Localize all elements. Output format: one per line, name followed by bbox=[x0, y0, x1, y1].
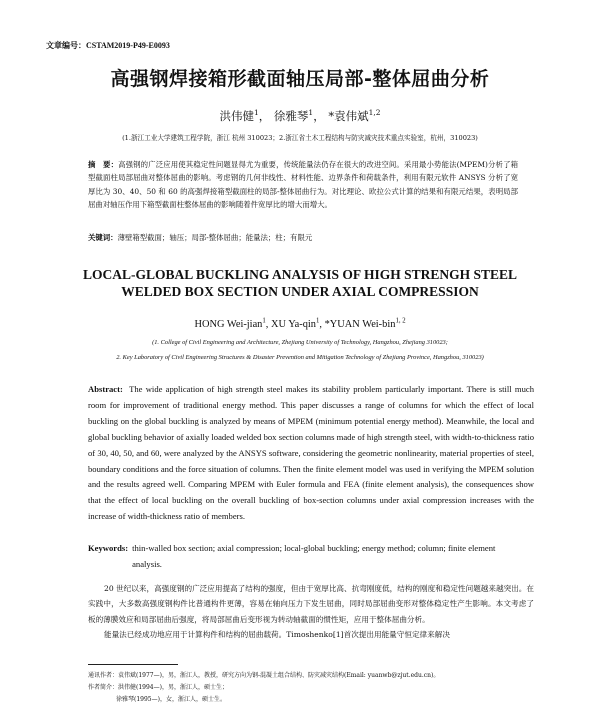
footnote-divider bbox=[88, 664, 178, 665]
english-affiliation: 2. Key Laboratory of Civil Engineering Structures & Disaster Prevention and Mitigation Technology of Zhejiang Province, Hangzhou, 310023) bbox=[116, 354, 484, 361]
footnote-line: 徐雅琴(1995—)，女，浙江人，硕士生。 bbox=[116, 696, 226, 703]
english-keywords-text: thin-walled box section; axial compression; local-global buckling; energy method; column; finite element analysis. bbox=[132, 543, 496, 569]
body-text bbox=[88, 581, 534, 643]
chinese-keywords bbox=[88, 232, 518, 243]
body-paragraph: 能量法已经成功地应用于计算构件和结构的屈曲载荷。Timoshenko[1]首次提出用能量守恒定律来解决 bbox=[104, 630, 450, 640]
article-number: 文章编号：CSTAM2019-P49-E0093 bbox=[46, 41, 170, 50]
author-name: *袁伟斌 bbox=[328, 109, 369, 123]
footnotes bbox=[88, 670, 534, 706]
footnote-line: 作者简介：洪伟健(1994—)，男，浙江人，硕士生； bbox=[88, 684, 228, 691]
body-paragraph: 20 世纪以来，高强度钢的广泛应用提高了结构的强度，但由于宽厚比高、抗弯刚度低，结构的刚度和稳定性问题越来越突出。在实践中，大多数高强度钢构件比普通构件更薄，容易在轴向压力下发生屈曲，同时局部屈曲变形对整体稳定性产生影响。本文考虑了板的薄膜效应和局部屈曲后强度，将局部屈曲后变形视为转动轴截面的惯性矩，应用于整体屈曲分析。 bbox=[88, 584, 534, 624]
english-authors: HONG Wei-jian$^1$, XU Ya-qin$^1$, *YUAN Wei-bin$^{1, 2}$ bbox=[194, 317, 406, 330]
english-title-line: WELDED BOX SECTION UNDER AXIAL COMPRESSION bbox=[121, 284, 479, 299]
english-abstract bbox=[88, 382, 534, 525]
english-keywords bbox=[88, 541, 534, 572]
english-abstract-text: The wide application of high strength steel makes its stability problem particularly important. There is still much room for improvement of traditional energy method. This paper discusses a range of columns for which the effect of local buckling on the global buckling is analyzed by means of MPEM (minimum potential energy method). Meanwhile, the local and global buckling behavior of axially loaded welded box section columns made of high strength steel, with width-to-thickness ratio of 30, 40, 50, and 60, were analyzed by the ANSYS software, considering the geometric nonlinearity, material properties of steel, boundary conditions and the force situation of columns. Then the finite element model was used in verifying the MPEM solution and the results agreed well. Comparing MPEM with Euler formula and FEA (finite element analysis), the consequences show that the effect of local buckling on the overall buckling of box-section columns under axial compression increases with the increase of width-thickness ratio of members. bbox=[88, 384, 534, 522]
chinese-abstract-text: 高强钢的广泛应用使其稳定性问题显得尤为重要，传统能量法仍存在很大的改进空间。采用最小势能法(MPEM)分析了箱型截面柱局部屈曲对整体屈曲的影响。考虑钢的几何非线性、材料性能、边界条件和荷载条件，利用有限元软件 ANSYS 分析了宽厚比为 30、40、50 和 60 的高强焊接箱型截面柱的局部-整体屈曲行为。对比理论、欧拉公式计算的结果和有限元结果，表明局部屈曲对轴压作用下箱型截面柱整体屈曲的影响随着件宽厚比的增大而增大。 bbox=[88, 160, 518, 210]
author-name: 徐雅琴 bbox=[273, 109, 309, 123]
footnote-line: 通讯作者：袁伟斌(1977—)，男，浙江人，教授，研究方向为钢-混凝土组合结构、防灾减灾结构(Email: yuanwb@zjut.edu.cn)。 bbox=[88, 672, 440, 679]
author-affil-marker: 1 bbox=[262, 317, 266, 325]
english-title bbox=[0, 266, 600, 300]
author-affil-marker: 1 bbox=[308, 108, 314, 118]
author-name: HONG Wei-jian bbox=[194, 319, 263, 330]
chinese-keywords-label: 关键词： bbox=[88, 233, 118, 242]
author-affil-marker: 1 bbox=[254, 108, 259, 118]
chinese-authors: 洪伟健$^1$， 徐雅琴$^1$， *袁伟斌$^{1,2}$ bbox=[219, 108, 381, 123]
chinese-affiliation: (1.浙江工业大学建筑工程学院，浙江 杭州 310023；2.浙江省土木工程结构与防灾减灾技术重点实验室，杭州，310023) bbox=[122, 134, 478, 142]
author-name: XU Ya-qin bbox=[270, 319, 317, 330]
author-affil-marker: 1, 2 bbox=[395, 317, 406, 325]
chinese-keywords-text: 薄壁箱型截面；轴压；局部-整体屈曲；能量法；柱；有限元 bbox=[117, 233, 313, 242]
chinese-abstract-label: 摘 要： bbox=[88, 160, 119, 169]
english-abstract-label: Abstract: bbox=[88, 384, 123, 394]
author-name: 洪伟健 bbox=[219, 109, 254, 123]
english-keywords-label: Keywords: bbox=[88, 543, 129, 553]
english-title-line: LOCAL-GLOBAL BUCKLING ANALYSIS OF HIGH STRENGH STEEL bbox=[82, 267, 518, 282]
author-affil-marker: 1 bbox=[316, 317, 320, 325]
author-name: *YUAN Wei-bin bbox=[324, 319, 396, 330]
author-affil-marker: 1,2 bbox=[368, 108, 381, 118]
chinese-title: 高强钢焊接箱形截面轴压局部-整体屈曲分析 bbox=[110, 68, 490, 90]
chinese-abstract bbox=[88, 158, 518, 212]
english-affiliation: (1. College of Civil Engineering and Architecture, Zhejiang University of Technology, Hangzhou, Zhejiang 310023; bbox=[152, 339, 448, 346]
